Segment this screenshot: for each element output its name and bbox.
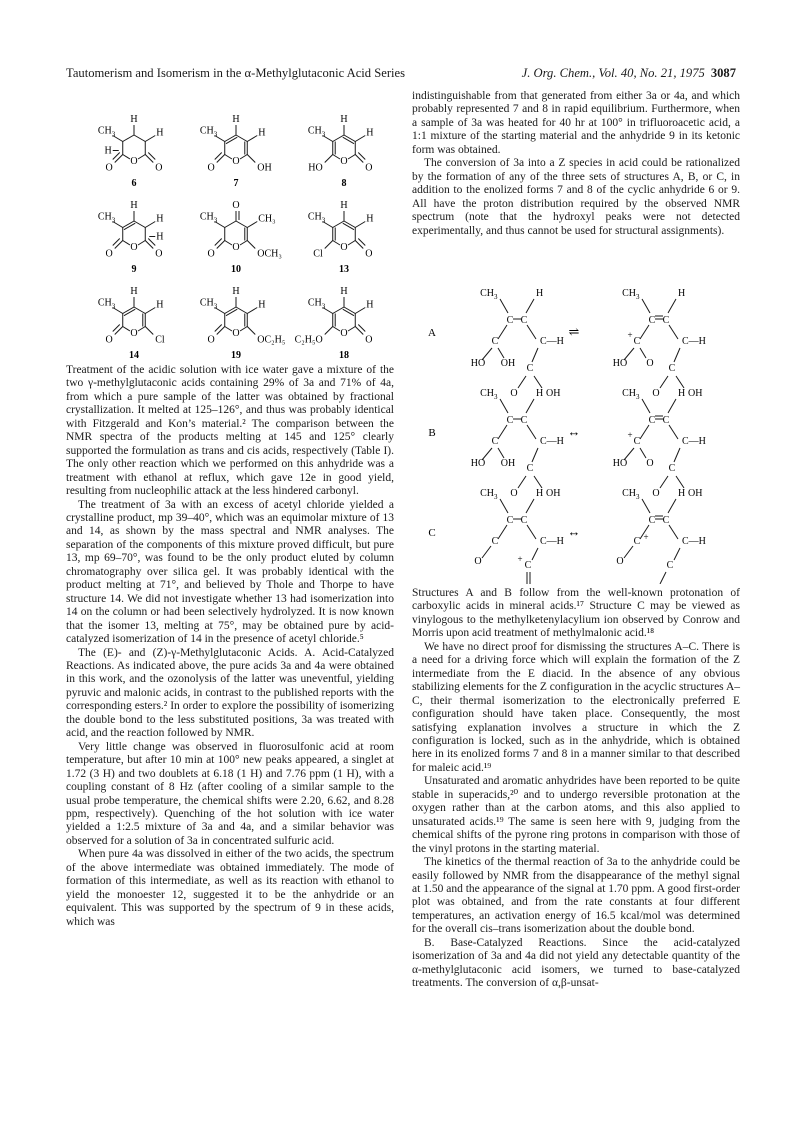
atom-label: OH [546, 488, 561, 499]
atom-label: H [130, 114, 138, 125]
atom-label: O [232, 156, 240, 167]
atom-label: H [130, 286, 138, 297]
bond-line [134, 307, 145, 314]
atom-label: 3 [494, 393, 498, 401]
atom-label: C [491, 336, 499, 347]
atom-label: 3 [494, 493, 498, 501]
bond-line [500, 399, 508, 413]
atom-label: H [232, 286, 240, 297]
bond-line [123, 221, 134, 228]
atom-label: C [668, 363, 676, 374]
bond-line [668, 499, 676, 513]
atom-label: O [652, 388, 660, 399]
bond-line [343, 137, 354, 144]
atom-label: 3 [213, 130, 218, 139]
atom-label: Cl [155, 334, 165, 346]
bond-line [226, 137, 237, 144]
atom-label: 18 [339, 350, 349, 361]
bond-line [640, 448, 646, 458]
bond-line [145, 222, 155, 228]
bond-line [669, 525, 678, 539]
atom-label: C [506, 415, 514, 426]
atom-label: O [105, 334, 113, 346]
bond-line [669, 325, 678, 339]
atom-label: 3 [213, 216, 218, 225]
atom-label: H [156, 213, 164, 225]
paragraph: The treatment of 3a with an excess of acetyl chloride yielded a crystalline product, mp 39–40°, which was an equimolar mixture of 13 and 14, as shown by the mass spectral and NMR analyses. The separation of the components of this mixture proved difficult, but pure 13, mp 69–70°, was found to be the only product eluted by column chromatography over silica gel. It was probably identical with the product melting at 71°, and believed by Thole and Thorpe to have structure 14. We did not investigate whether 13 had isomerization into 14 on the column or had been selectively hydrolyzed. It is now known that the isomer 13, melting at 75°, may be obtained pure by acid-catalyzed isomerization of 14 in the presence of acetyl chloride.⁵ [66, 498, 394, 646]
bond-line [532, 348, 538, 362]
atom-label: CH [480, 388, 494, 399]
atom-label: CH [622, 288, 636, 299]
bond-line [138, 241, 145, 246]
atom-label: CH [97, 297, 112, 309]
atom-label: H [536, 488, 544, 499]
bond-line [355, 136, 365, 142]
atom-label: ↔ [567, 424, 581, 439]
journal-citation [522, 66, 736, 81]
atom-label: O [130, 328, 138, 339]
bond-line [674, 548, 680, 560]
bond-line [668, 399, 676, 413]
atom-label: C [526, 363, 534, 374]
atom-label: CH [97, 125, 112, 137]
atom-label: O [207, 334, 215, 346]
atom-label: H [156, 299, 164, 311]
bond-line [225, 327, 232, 332]
atom-label: O [340, 328, 348, 339]
bond-line [236, 307, 247, 314]
atom-label: 7 [233, 178, 239, 189]
bond-line [247, 241, 255, 249]
atom-label: C—H [540, 336, 564, 347]
bond-line [247, 222, 257, 228]
atom-label: O [155, 162, 163, 174]
bond-line [532, 548, 538, 560]
paragraph: B. Base-Catalyzed Reactions. Since the acid-catalyzed isomerization of 3a and 4a did not yield any detectable quantity of the α-methylglutaconic acid isomers, we turned to base-catalyzed treatments. The conversion of α,β-unsat- [412, 936, 740, 990]
paragraph: indistinguishable from that generated from either 3a or 4a, and which probably represented 7 and 8 in rapid equilibrium. Furthermore, when a sample of 3a was heated for 40 hr at 100° in trifluoroacetic acid, a 1:1 mixture of the starting material and the anhydride 9 in its ketonic form was obtained. [412, 90, 740, 156]
bond-line [333, 135, 344, 142]
left-column-text [66, 364, 394, 929]
atom-label: 3 [321, 216, 326, 225]
atom-label: H [104, 145, 112, 157]
atom-label: O [646, 458, 654, 469]
atom-label: 3 [636, 393, 640, 401]
atom-label: 10 [231, 264, 241, 275]
atom-label: OCH₃ [257, 248, 282, 260]
page-number: 3087 [710, 66, 736, 80]
atom-label: A [428, 327, 436, 339]
bond-line [138, 327, 145, 332]
atom-label: ⇌ [568, 324, 580, 339]
atom-label: C [662, 315, 670, 326]
atom-label: HO [612, 458, 628, 469]
bond-line [225, 241, 232, 246]
bond-line [355, 308, 365, 314]
atom-label: O [105, 248, 113, 260]
bond-line [247, 155, 255, 163]
bond-line [526, 399, 534, 413]
bond-line [325, 241, 333, 249]
atom-label: + [627, 430, 633, 440]
atom-label: CH [199, 211, 214, 223]
atom-label: H [232, 114, 240, 125]
atom-label: H [258, 299, 266, 311]
bond-line [325, 155, 333, 163]
atom-label: H [678, 288, 686, 299]
atom-label: CH [480, 488, 494, 499]
atom-label: CH [622, 488, 636, 499]
atom-label: C—H [682, 536, 706, 547]
atom-label: C [648, 315, 656, 326]
bond-line [527, 425, 536, 439]
atom-label: O [510, 488, 518, 499]
atom-label: H [340, 200, 348, 211]
bond-line [518, 476, 526, 488]
paragraph: We have no direct proof for dismissing the structures A–C. There is a need for a driving force which will explain the formation of the Z intermediate from the E diacid. In the absence of any obvious stabilizing elements for the Z configuration in the acyclic structures A–C, their thermal isomerization to the electronically preferred E configuration should have taken place. Consequently, the most satisfying explanation involves a structure in which the Z configuration is locked, such as in the anhydride, which is obtained here in its enolized forms 7 and 8 in a manner similar to that described for maleic acid.¹⁹ [412, 640, 740, 774]
atom-label: H [366, 299, 374, 311]
atom-label: C [491, 436, 499, 447]
atom-label: 13 [339, 264, 349, 275]
bond-line [124, 309, 135, 316]
atom-label: O [105, 162, 113, 174]
paragraph: The (E)- and (Z)-γ-Methylglutaconic Acids. A. Acid-Catalyzed Reactions. As indicated above, the pure acids 3a and 4a were obtained in this work, and the ozonolysis of the latter was uneventful, yielding pyruvic and malonic acids, in contrast to the published reports with the corresponding esters.² In order to explore the possibility of isomerizing the double bond to the less substituted positions, 3a was treated with acid, and the reaction followed by NMR. [66, 646, 394, 740]
bond-line [500, 499, 508, 513]
paragraph: Treatment of the acidic solution with ice water gave a mixture of the two γ-methylglutaconic acids containing 29% of 3a and 71% of 4a, from which a pure sample of the latter was obtained by fractional crystallization. It melted at 125–126°, and thus was probably identical with Fitzgerald and Kon’s material.² The comparison between the NMR spectra of the products melting at 145 and 125° clearly supported the formulation as trans and cis acids, respectively (Table I). The only other reaction which we performed on this anhydride was a treatment with ethanol at reflux, which gave 12e in good yield, resulting from nucleophilic attack at the less hindered carbonyl. [66, 364, 394, 498]
atom-label: CH [307, 211, 322, 223]
atom-label: HO [470, 358, 486, 369]
paragraph: Structures A and B follow from the well-known protonation of carboxylic acids in mineral acids.¹⁷ Structure C may be viewed as vinylogous to the methylketenylacylium ion observed by Conrow and Morris upon acid treatment of methylmalonic acid.¹⁸ [412, 587, 740, 640]
bond-line [482, 546, 491, 558]
atom-label: 9 [131, 264, 137, 275]
atom-label: HO [308, 162, 323, 174]
atom-label: O [232, 328, 240, 339]
atom-label: OH [257, 162, 272, 174]
atom-label: O [652, 488, 660, 499]
bond-line [498, 348, 504, 358]
atom-label: H [536, 388, 544, 399]
bond-line [526, 499, 534, 513]
bond-line [642, 499, 650, 513]
bond-line [134, 221, 145, 228]
bond-line [668, 299, 676, 313]
bond-line [343, 223, 354, 230]
atom-label: C₂H₅O [294, 334, 323, 346]
atom-label: H [156, 231, 164, 243]
bond-line [534, 476, 542, 488]
bond-line [355, 222, 365, 228]
atom-label: CH [199, 125, 214, 137]
bond-line [236, 135, 247, 142]
atom-label: H [366, 213, 374, 225]
atom-label: H [340, 114, 348, 125]
bond-line [669, 425, 678, 439]
bond-line [123, 135, 134, 142]
atom-label: C [662, 415, 670, 426]
atom-label: 14 [129, 350, 139, 361]
atom-label: C—H [540, 536, 564, 547]
bond-line [348, 155, 355, 160]
bond-line [247, 136, 257, 142]
atom-label: CH [199, 297, 214, 309]
atom-label: CH [622, 388, 636, 399]
atom-label: ↔ [567, 524, 581, 539]
bond-line [344, 221, 355, 228]
atom-label: 3 [636, 293, 640, 301]
atom-label: C [520, 315, 528, 326]
atom-label: C [633, 436, 641, 447]
atom-label: C [648, 415, 656, 426]
atom-label: H [678, 488, 686, 499]
bond-line [498, 325, 507, 339]
bond-line [343, 309, 354, 316]
atom-label: O [365, 334, 373, 346]
bond-line [138, 155, 145, 160]
atom-label: C [428, 527, 436, 539]
atom-label: CH [480, 288, 494, 299]
bond-line [527, 525, 536, 539]
bond-line [333, 241, 340, 246]
atom-label: O [207, 162, 215, 174]
bond-line [348, 327, 355, 332]
bond-line [534, 376, 542, 388]
atom-label: C [662, 515, 670, 526]
atom-label: C [666, 560, 674, 571]
atom-label: CH [307, 297, 322, 309]
bond-line [676, 376, 684, 388]
atom-label: O [365, 248, 373, 260]
paragraph: Unsaturated and aromatic anhydrides have been reported to be quite stable in superacids,²⁰ and to undergo reversible protonation at the oxygen rather than at the carbon atoms, and this also applied to unsaturated acids.¹⁹ The same is seen here with 9, judging from the chemical shifts of the pyrone ring protons in comparison with those of the vinyl protons in the starting material. [412, 775, 740, 855]
bond-line [123, 155, 130, 160]
atom-label: O [510, 388, 518, 399]
atom-label: + [643, 532, 649, 542]
atom-label: C [520, 515, 528, 526]
bond-line [674, 448, 680, 462]
bond-line [240, 155, 247, 160]
bond-line [500, 299, 508, 313]
bond-line [642, 299, 650, 313]
atom-label: C—H [540, 436, 564, 447]
bond-line [145, 327, 153, 335]
bond-line [660, 572, 666, 584]
atom-label: H [536, 288, 544, 299]
bond-line [225, 155, 232, 160]
atom-label: HO [470, 458, 486, 469]
atom-label: C [506, 515, 514, 526]
bond-line [333, 307, 344, 314]
resonance-structures-figure [412, 284, 740, 584]
atom-label: OH [688, 488, 703, 499]
atom-label: 3 [321, 130, 326, 139]
bond-line [660, 476, 668, 488]
bond-line [498, 425, 507, 439]
pyrone-structures-figure [66, 98, 396, 362]
atom-label: O [365, 162, 373, 174]
bond-line [134, 135, 145, 142]
bond-line [240, 241, 247, 246]
atom-label: C—H [682, 436, 706, 447]
atom-label: C [648, 515, 656, 526]
atom-label: 3 [111, 302, 116, 311]
atom-label: C [491, 536, 499, 547]
bond-line [240, 327, 247, 332]
bond-line [660, 376, 668, 388]
bond-line [123, 241, 130, 246]
atom-label: 3 [111, 130, 116, 139]
paragraph: The conversion of 3a into a Z species in acid could be rationalized by the formation of any of the three sets of structures A, B, or C, in addition to the enolized forms 7 and 8 of the cyclic anhydride 6 or 9. All have the proton distribution required by the observed NMR spectrum (note that the hydroxyl peaks were not detected experimentally, and thus cannot be used for structural assignments). [412, 157, 740, 237]
paragraph: Very little change was observed in fluorosulfonic acid at room temperature, but after 10 min at 100° new peaks appeared, a singlet at 1.72 (3 H) and two doublets at 6.18 (1 H) and 7.76 ppm (1 H), with a coupling constant of 8 Hz (after cooling of a similar sample to the usual probe temperature, the chemical shifts were 2.20, 6.62, and 8.28 ppm, respectively). Quenching of the hot solution with ice water yielded a 1:2.5 mixture of 3a and 4a, and a similar behavior was observed for a solution of 3a in concentrated sulfuric acid. [66, 740, 394, 847]
atom-label: CH₃ [258, 213, 276, 225]
atom-label: O [646, 358, 654, 369]
atom-label: H [130, 200, 138, 211]
bond-line [526, 299, 534, 313]
bond-line [225, 307, 236, 314]
bond-line [225, 135, 236, 142]
atom-label: H [156, 127, 164, 139]
bond-line [640, 325, 649, 339]
atom-label: 6 [131, 178, 137, 189]
running-title: Tautomerism and Isomerism in the α-Methylglutaconic Acid Series [66, 66, 406, 80]
bond-line [624, 546, 633, 558]
atom-label: H [340, 286, 348, 297]
atom-label: O [232, 242, 240, 253]
bond-line [145, 136, 155, 142]
atom-label: O [232, 200, 240, 211]
bond-line [236, 221, 247, 228]
bond-line [123, 307, 134, 314]
atom-label: C [520, 415, 528, 426]
bond-line [333, 327, 340, 332]
atom-label: OC₂H₅ [257, 334, 286, 346]
atom-label: + [517, 554, 523, 564]
bond-line [325, 327, 333, 335]
atom-label: B [428, 427, 436, 439]
atom-label: CH [307, 125, 322, 137]
atom-label: Cl [313, 248, 323, 260]
bond-line [124, 223, 135, 230]
bond-line [226, 309, 237, 316]
atom-label: C [524, 560, 532, 571]
atom-label: 19 [231, 350, 241, 361]
bond-line [674, 348, 680, 362]
paragraph: When pure 4a was dissolved in either of the two acids, the spectrum of the above intermediate was obtained immediately. The mode of formation of this intermediate, as well as its reaction with ethanol to yield the monoester 12, suggested it to be the anhydride or an equivalent. This was supported by the spectrum of 9 in these acids, which was [66, 848, 394, 928]
bond-line [123, 327, 130, 332]
bond-line [344, 307, 355, 314]
atom-label: HO [612, 358, 628, 369]
bond-line [498, 525, 507, 539]
bond-line [527, 325, 536, 339]
bond-line [333, 221, 344, 228]
right-column-bottom-text [412, 587, 740, 991]
paragraph: The kinetics of the thermal reaction of 3a to the anhydride could be easily followed by NMR from the disappearance of the methyl signal at 1.50 and the appearance of the signal at 1.70 ppm. A good first-order plot was obtained, and from the rate constants at four different temperatures, an activation energy of 16.5 kcal/mol was determined for the overall cis–trans isomerization about the double bond. [412, 856, 740, 936]
atom-label: H [258, 127, 266, 139]
atom-label: 3 [213, 302, 218, 311]
bond-line [642, 399, 650, 413]
atom-label: O [340, 156, 348, 167]
atom-label: OH [688, 388, 703, 399]
atom-label: H [366, 127, 374, 139]
atom-label: OH [546, 388, 561, 399]
bond-line [498, 448, 504, 458]
bond-line [640, 425, 649, 439]
atom-label: O [155, 248, 163, 260]
atom-label: O [130, 242, 138, 253]
bond-line [518, 376, 526, 388]
bond-line [348, 241, 355, 246]
bond-line [676, 476, 684, 488]
atom-label: C [633, 536, 641, 547]
atom-label: C [506, 315, 514, 326]
atom-label: O [340, 242, 348, 253]
running-header [66, 66, 736, 82]
bond-line [640, 348, 646, 358]
bond-line [333, 155, 340, 160]
bond-line [145, 308, 155, 314]
bond-line [247, 308, 257, 314]
atom-label: 3 [636, 493, 640, 501]
atom-label: 3 [494, 293, 498, 301]
atom-label: C—H [682, 336, 706, 347]
atom-label: C [633, 336, 641, 347]
atom-label: O [616, 556, 624, 567]
journal-name: J. Org. Chem., Vol. 40, No. 21, 1975 [521, 66, 705, 80]
atom-label: CH [97, 211, 112, 223]
atom-label: O [130, 156, 138, 167]
atom-label: O [474, 556, 482, 567]
bond-line [225, 221, 236, 228]
atom-label: + [627, 330, 633, 340]
bond-line [247, 327, 255, 335]
atom-label: OH [500, 458, 516, 469]
atom-label: OH [500, 358, 516, 369]
atom-label: C [668, 463, 676, 474]
atom-label: 3 [321, 302, 326, 311]
right-column-top-text [412, 90, 740, 238]
bond-line [344, 135, 355, 142]
atom-label: O [207, 248, 215, 260]
atom-label: 8 [341, 178, 347, 189]
bond-line [532, 448, 538, 462]
atom-label: C [526, 463, 534, 474]
atom-label: 3 [111, 216, 116, 225]
atom-label: H [678, 388, 686, 399]
